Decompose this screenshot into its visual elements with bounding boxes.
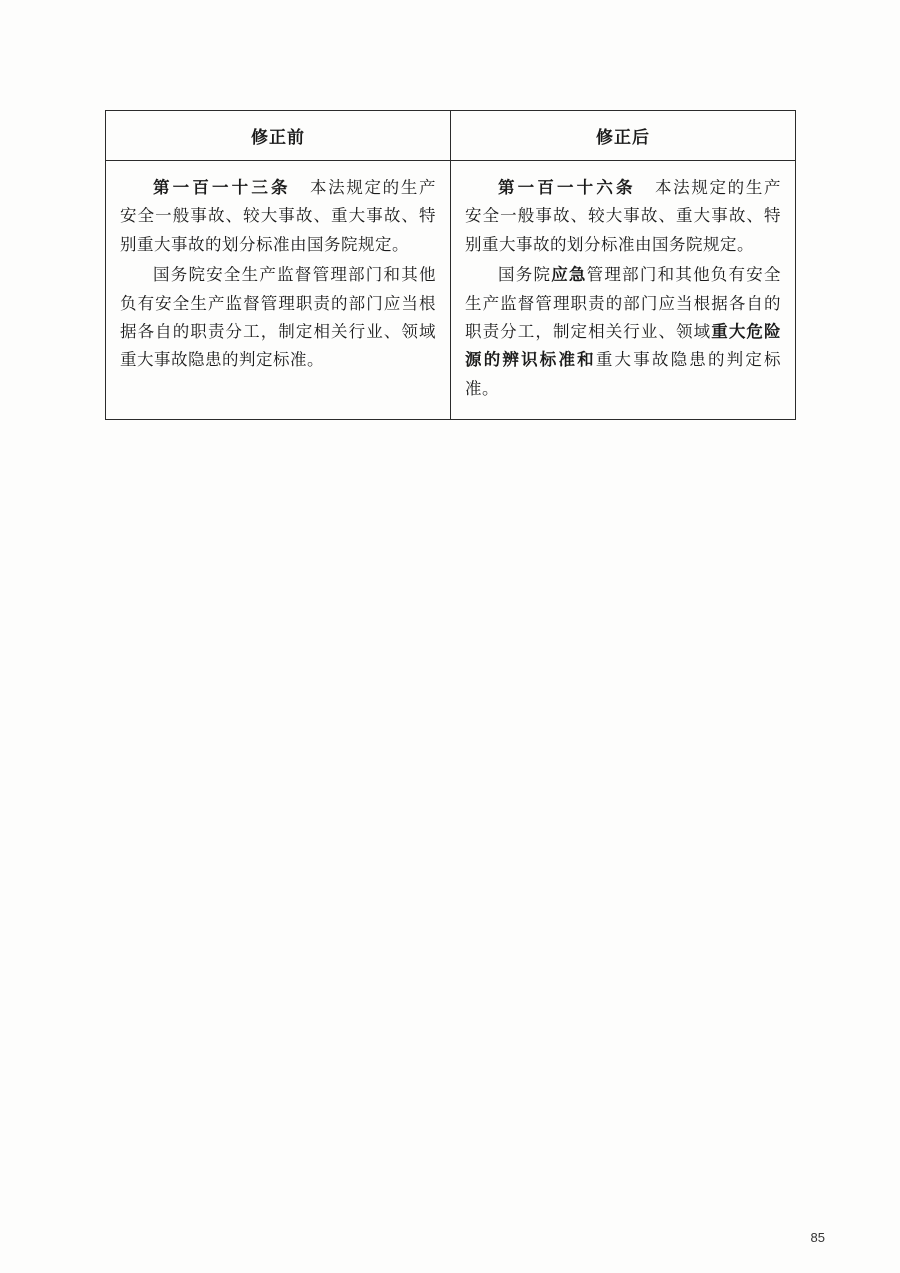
table-header-before: 修正前 <box>106 111 451 161</box>
table-header-row <box>106 111 796 161</box>
paragraph-before-2-text: 国务院安全生产监督管理部门和其他负有安全生产监督管理职责的部门应当根据各自的职责分工，制定相关行业、领域重大事故隐患的判定标准。 <box>120 265 436 370</box>
paragraph-after-2-segment-5: 重大事故隐患的判定标准。 <box>465 350 781 398</box>
paragraph-after-1-text: 本法规定的生产安全一般事故、较大事故、重大事故、特别重大事故的划分标准由国务院规定。 <box>465 178 782 254</box>
table-cell-before <box>106 161 451 420</box>
comparison-table <box>105 110 796 420</box>
paragraph-before-1 <box>120 174 436 259</box>
paragraph-after-2-segment-3: 管理部门和其他负有安全生产监督管理职责的部门应当根据各自的职责分工，制定相关行业、领域 <box>465 265 782 341</box>
article-number-before: 第一百一十三条 <box>153 178 291 197</box>
paragraph-before-2 <box>120 261 436 375</box>
paragraph-after-2-segment-4: 重大危险源的辨识标准和 <box>465 321 782 370</box>
paragraph-after-2-segment-2: 应急 <box>551 265 587 285</box>
paragraph-after-2 <box>465 261 781 403</box>
table-cell-after <box>451 161 796 420</box>
table-body-row <box>106 161 796 420</box>
paragraph-after-2-segment-1: 国务院 <box>498 265 552 285</box>
table-header-after: 修正后 <box>451 111 796 161</box>
page-number: 85 <box>810 1230 825 1245</box>
article-number-after: 第一百一十六条 <box>498 178 636 197</box>
paragraph-before-1-text: 本法规定的生产安全一般事故、较大事故、重大事故、特别重大事故的划分标准由国务院规定。 <box>120 178 437 254</box>
paragraph-after-1 <box>465 174 781 259</box>
